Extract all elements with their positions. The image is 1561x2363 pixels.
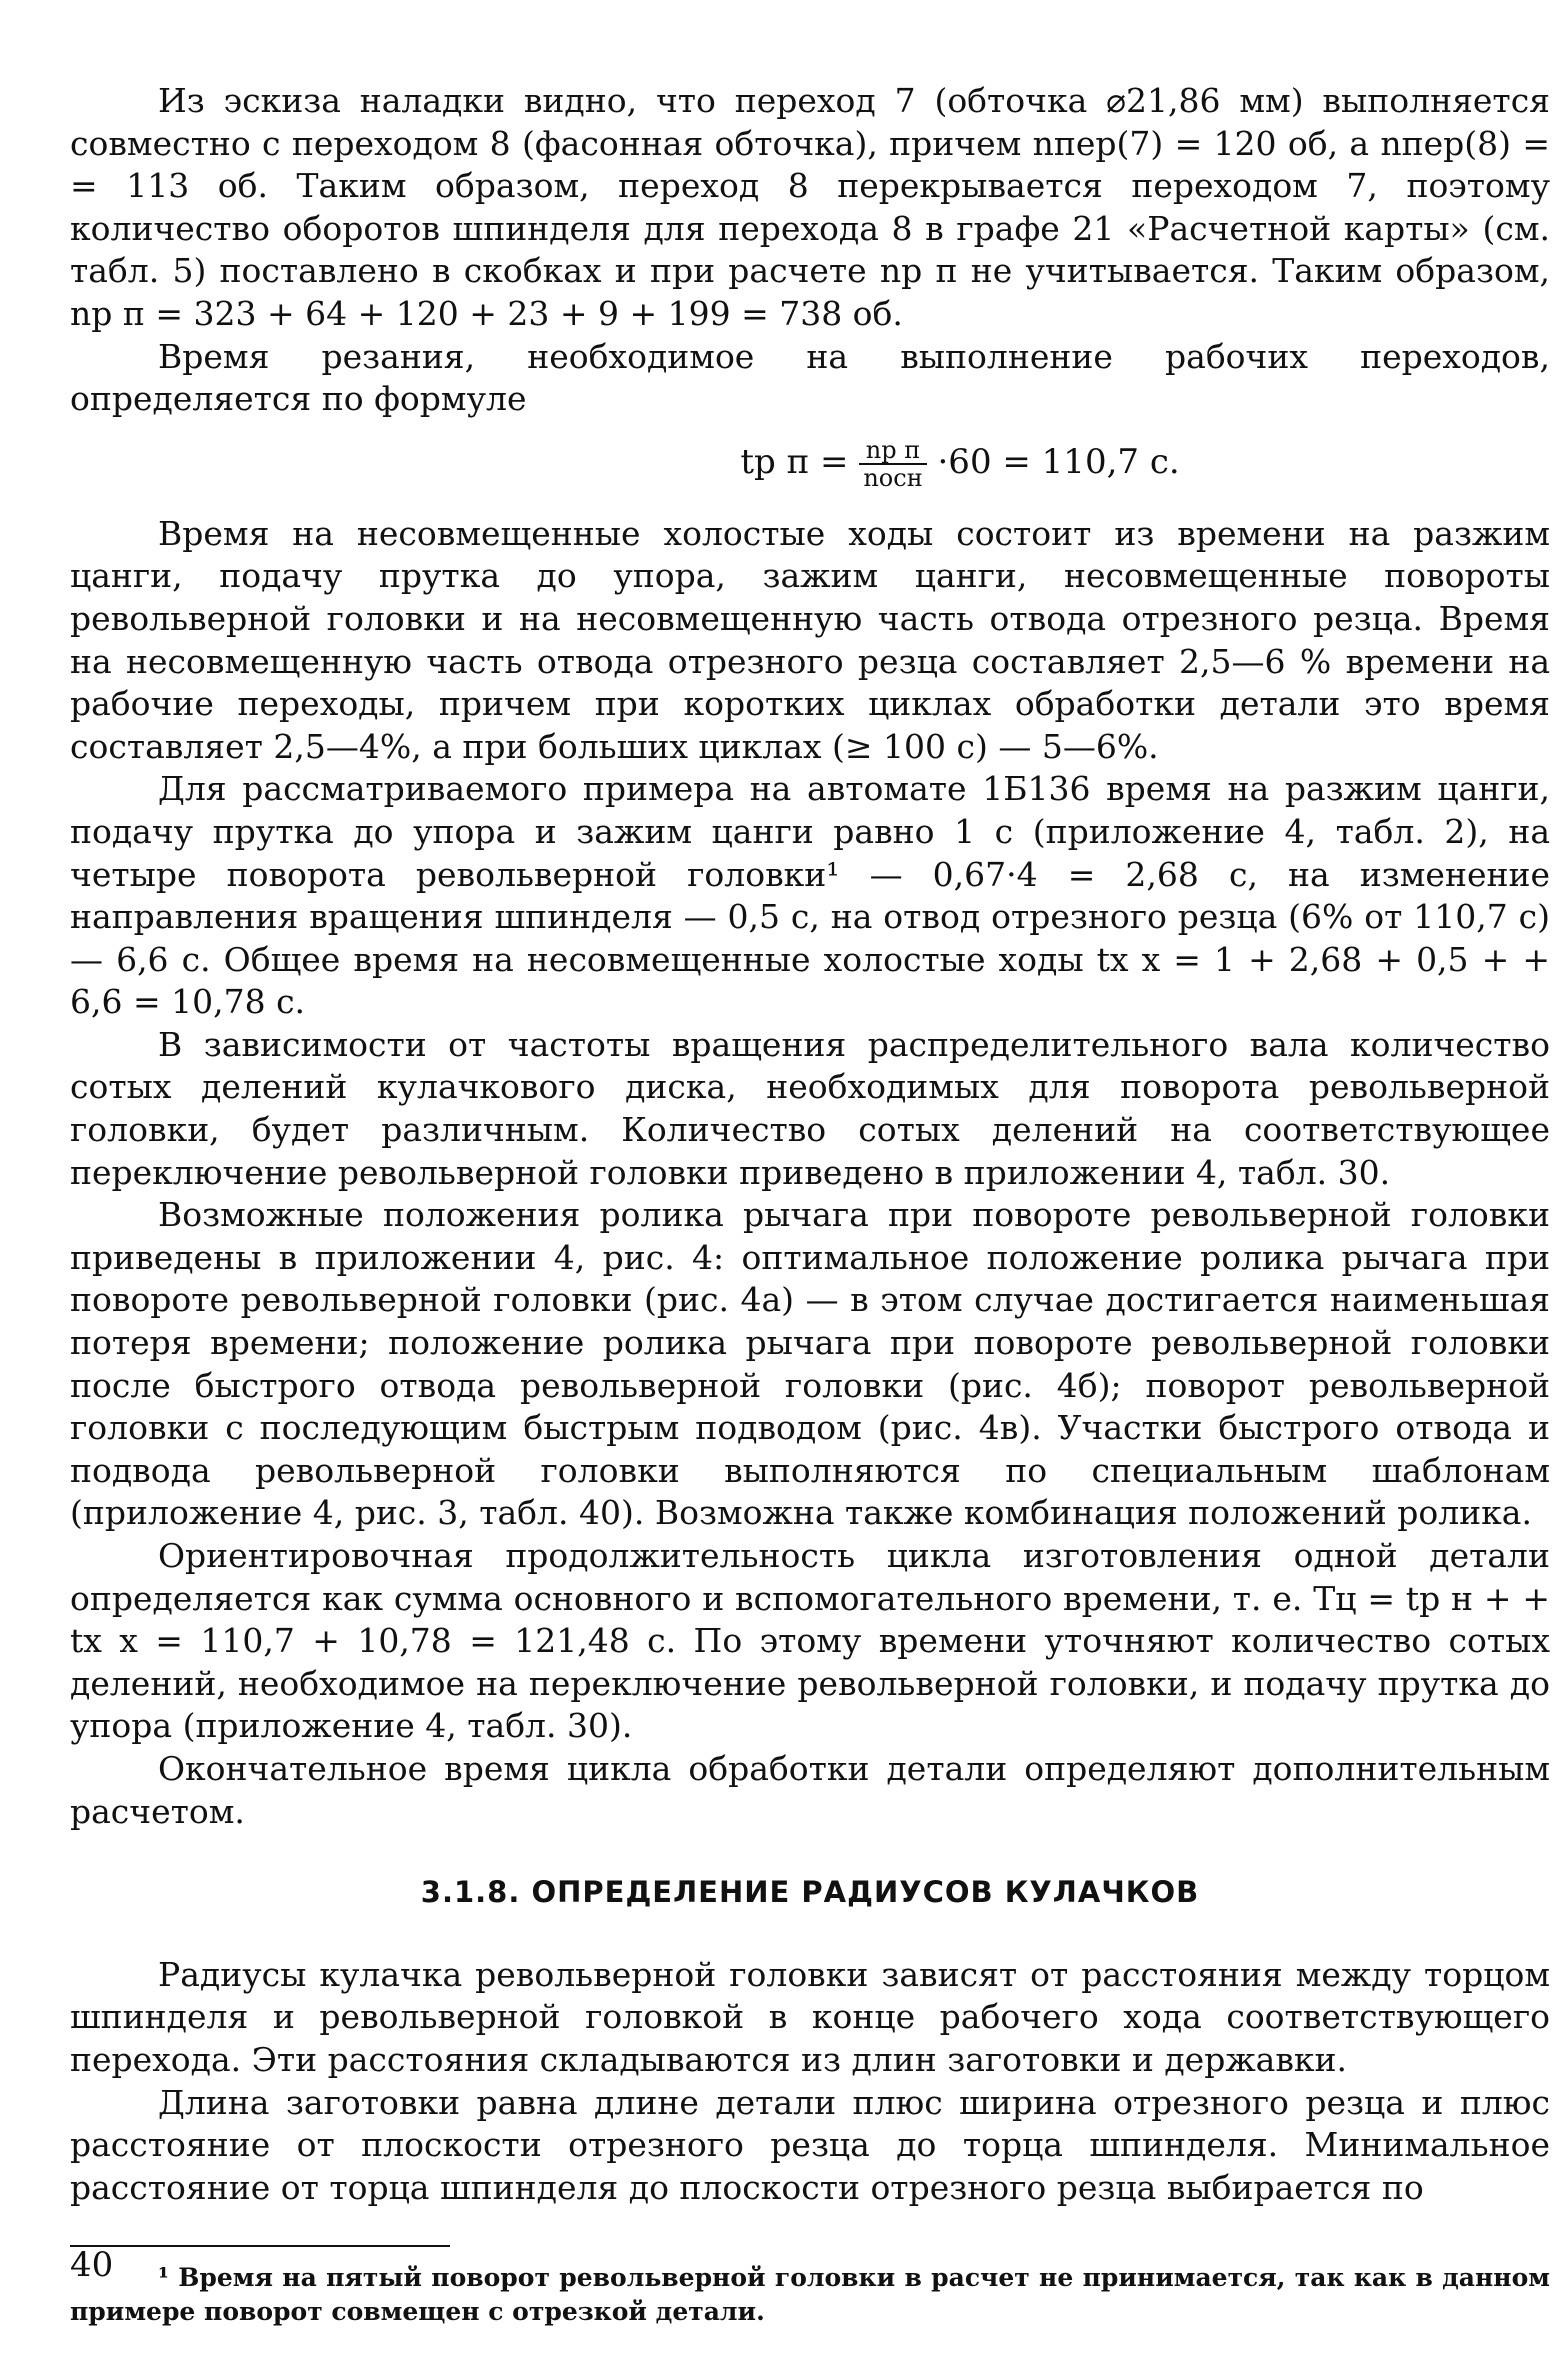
paragraph: В зависимости от частоты вращения распределительного вала количество сотых делений кулачкового диска, необходимых для поворота револьверной головки, будет различным. Количество сотых делений на соответствующее переключение револьверной головки приведено в приложении 4, табл. 30.: [70, 1024, 1550, 1192]
formula-rhs: ·60 = 110,7 с.: [937, 441, 1180, 482]
footnote-divider: [70, 2245, 450, 2247]
page-body: [70, 80, 1550, 2329]
formula-lhs: tр п =: [740, 441, 849, 482]
formula-numerator: nр п: [859, 437, 926, 465]
page-number: 40: [70, 2245, 114, 2285]
paragraph: Радиусы кулачка револьверной головки зависят от расстояния между торцом шпинделя и револьверной головкой в конце рабочего хода соответствующего перехода. Эти расстояния складываются из длин заготовки и державки.: [70, 1954, 1550, 2079]
formula-fraction: [859, 437, 926, 491]
paragraph: Длина заготовки равна длине детали плюс ширина отрезного резца и плюс расстояние от плоскости отрезного резца до торца шпинделя. Минимальное расстояние от торца шпинделя до плоскости отрезного резца выбирается по: [70, 2082, 1550, 2207]
paragraph: Возможные положения ролика рычага при повороте револьверной головки приведены в приложении 4, рис. 4: оптимальное положение ролика рычага при повороте револьверной головки (рис. 4а) — в этом случае достигается наименьшая потеря времени; положение ролика рычага при повороте револьверной головки после быстрого отвода револьверной головки (рис. 4б); поворот револьверной головки с последующим быстрым подводом (рис. 4в). Участки быстрого отвода и подвода револьверной головки выполняются по специальным шаблонам (приложение 4, рис. 3, табл. 40). Возможна также комбинация положений ролика.: [70, 1195, 1550, 1533]
formula-cutting-time: [70, 437, 1550, 491]
paragraph: Время резания, необходимое на выполнение рабочих переходов, определяется по формуле: [70, 336, 1550, 419]
paragraph: Время на несовмещенные холостые ходы состоит из времени на разжим цанги, подачу прутка до упора, зажим цанги, несовмещенные повороты револьверной головки и на несовмещенную часть отвода отрезного резца. Время на несовмещенную часть отвода отрезного резца составляет 2,5—6 % времени на рабочие переходы, причем при коротких циклах обработки детали это время составляет 2,5—4%, а при больших циклах (≥ 100 с) — 5—6%.: [70, 513, 1550, 766]
section-heading: 3.1.8. ОПРЕДЕЛЕНИЕ РАДИУСОВ КУЛАЧКОВ: [420, 1875, 1200, 1910]
footnote: ¹ Время на пятый поворот револьверной головки в расчет не принимается, так как в данном примере поворот совмещен с отрезкой детали.: [70, 2263, 1550, 2327]
formula-denominator: nосн: [863, 463, 923, 492]
paragraph: Для рассматриваемого примера на автомате 1Б136 время на разжим цанги, подачу прутка до упора и зажим цанги равно 1 с (приложение 4, табл. 2), на четыре поворота револьверной головки¹ — 0,67·4 = 2,68 с, на изменение направления вращения шпинделя — 0,5 с, на отвод отрезного резца (6% от 110,7 с) — 6,6 с. Общее время на несовмещенные холостые ходы tх х = 1 + 2,68 + 0,5 + + 6,6 = 10,78 с.: [70, 769, 1550, 1022]
paragraph: Ориентировочная продолжительность цикла изготовления одной детали определяется как сумма основного и вспомогательного времени, т. е. Tц = tр н + + tх х = 110,7 + 10,78 = 121,48 с. По этому времени уточняют количество сотых делений, необходимое на переключение револьверной головки, и подачу прутка до упора (приложение 4, табл. 30).: [70, 1536, 1550, 1746]
paragraph: Окончательное время цикла обработки детали определяют дополнительным расчетом.: [70, 1748, 1550, 1831]
paragraph: Из эскиза наладки видно, что переход 7 (обточка ⌀21,86 мм) выполняется совместно с переходом 8 (фасонная обточка), причем nпер(7) = 120 об, а nпер(8) = = 113 об. Таким образом, переход 8 перекрывается переходом 7, поэтому количество оборотов шпинделя для перехода 8 в графе 21 «Расчетной карты» (см. табл. 5) поставлено в скобках и при расчете nр п не учитывается. Таким образом, nр п = 323 + 64 + 120 + 23 + 9 + 199 = 738 об.: [70, 81, 1550, 333]
